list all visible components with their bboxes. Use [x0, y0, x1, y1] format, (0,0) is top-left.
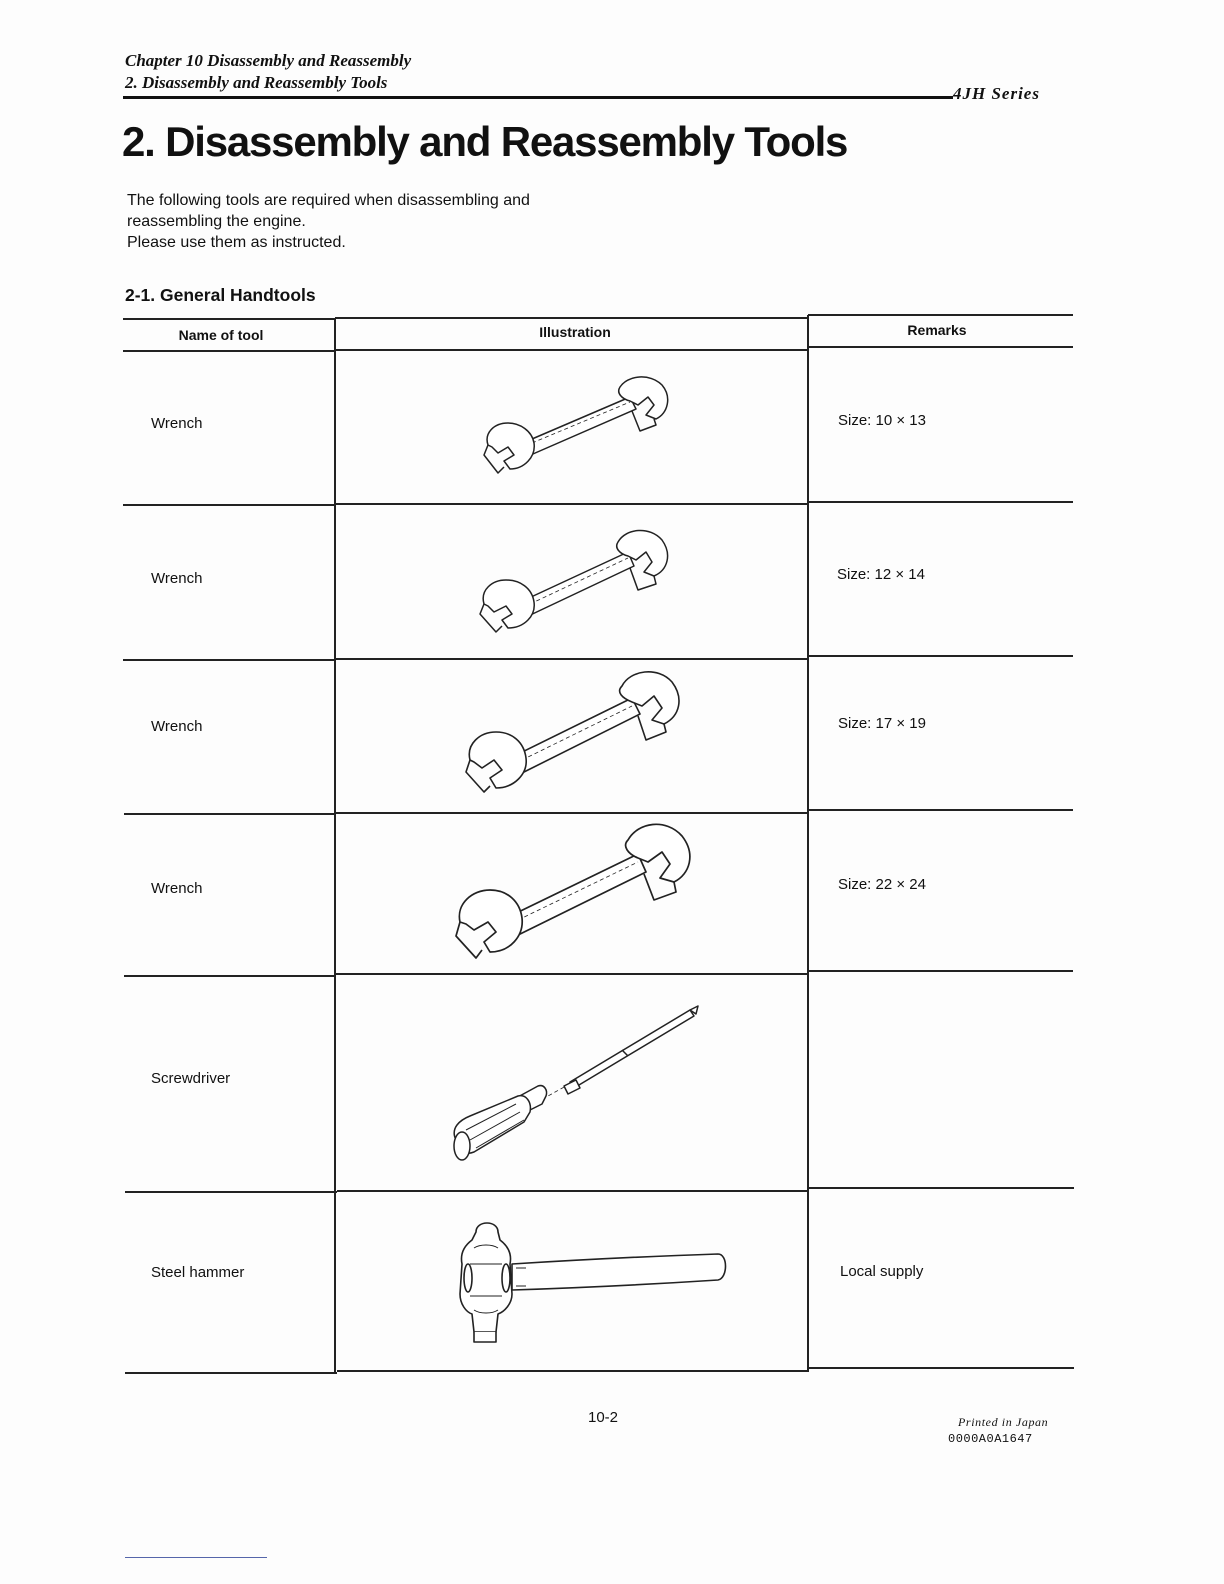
chapter-line-1: Chapter 10 Disassembly and Reassembly	[125, 51, 412, 70]
screwdriver-icon	[446, 1000, 706, 1170]
column-divider	[807, 315, 809, 1370]
tool-name: Wrench	[151, 718, 203, 735]
row-divider	[335, 658, 808, 660]
wrench-icon	[480, 375, 680, 475]
tool-remarks: Size: 22 × 24	[838, 876, 926, 893]
row-divider	[123, 504, 335, 506]
column-header-illustration: Illustration	[539, 324, 611, 340]
tool-name: Wrench	[151, 570, 203, 587]
section-title: 2-1. General Handtools	[125, 285, 316, 305]
intro-line: Please use them as instructed.	[127, 234, 346, 251]
row-divider	[123, 659, 335, 661]
row-divider	[124, 975, 336, 977]
tool-remarks: Size: 12 × 14	[837, 566, 925, 583]
column-header-remarks: Remarks	[907, 322, 967, 338]
table-top-rule	[123, 318, 335, 320]
tool-remarks: Size: 10 × 13	[838, 412, 926, 429]
footer-rule	[125, 1557, 267, 1558]
row-divider	[124, 813, 336, 815]
row-divider	[808, 655, 1073, 657]
wrench-icon	[462, 668, 692, 798]
intro-line: The following tools are required when disassembling and	[127, 192, 530, 209]
table-top-rule	[335, 317, 808, 319]
row-divider	[808, 501, 1073, 503]
series-label: 4JH Series	[953, 84, 1040, 103]
header-bottom-rule	[335, 349, 808, 351]
intro-line: reassembling the engine.	[127, 213, 306, 230]
header-bottom-rule	[123, 350, 335, 352]
tool-name: Wrench	[151, 880, 203, 897]
row-divider	[336, 973, 809, 975]
table-bottom-rule	[809, 1367, 1074, 1369]
table-bottom-rule	[125, 1372, 337, 1374]
printed-in-japan: Printed in Japan	[958, 1415, 1049, 1429]
row-divider	[336, 812, 809, 814]
document-code: 0000A0A1647	[948, 1432, 1033, 1446]
tool-remarks: Local supply	[840, 1263, 924, 1280]
tool-name: Wrench	[151, 415, 203, 432]
column-header-name: Name of tool	[178, 327, 264, 343]
page-title: 2. Disassembly and Reassembly Tools	[122, 118, 848, 165]
hammer-icon	[456, 1218, 736, 1348]
row-divider	[335, 503, 808, 505]
page-number: 10-2	[588, 1409, 619, 1426]
wrench-icon	[478, 528, 678, 638]
row-divider	[809, 809, 1073, 811]
tool-name: Screwdriver	[151, 1070, 231, 1087]
tool-name: Steel hammer	[151, 1264, 245, 1281]
row-divider	[125, 1191, 337, 1193]
row-divider	[809, 1187, 1074, 1189]
chapter-line-2: 2. Disassembly and Reassembly Tools	[125, 73, 388, 92]
table-bottom-rule	[337, 1370, 809, 1372]
row-divider	[337, 1190, 809, 1192]
wrench-icon	[452, 820, 702, 965]
row-divider	[809, 970, 1073, 972]
header-bottom-rule	[808, 346, 1073, 348]
table-top-rule	[808, 314, 1073, 316]
tool-remarks: Size: 17 × 19	[838, 715, 926, 732]
column-divider	[334, 318, 336, 1372]
